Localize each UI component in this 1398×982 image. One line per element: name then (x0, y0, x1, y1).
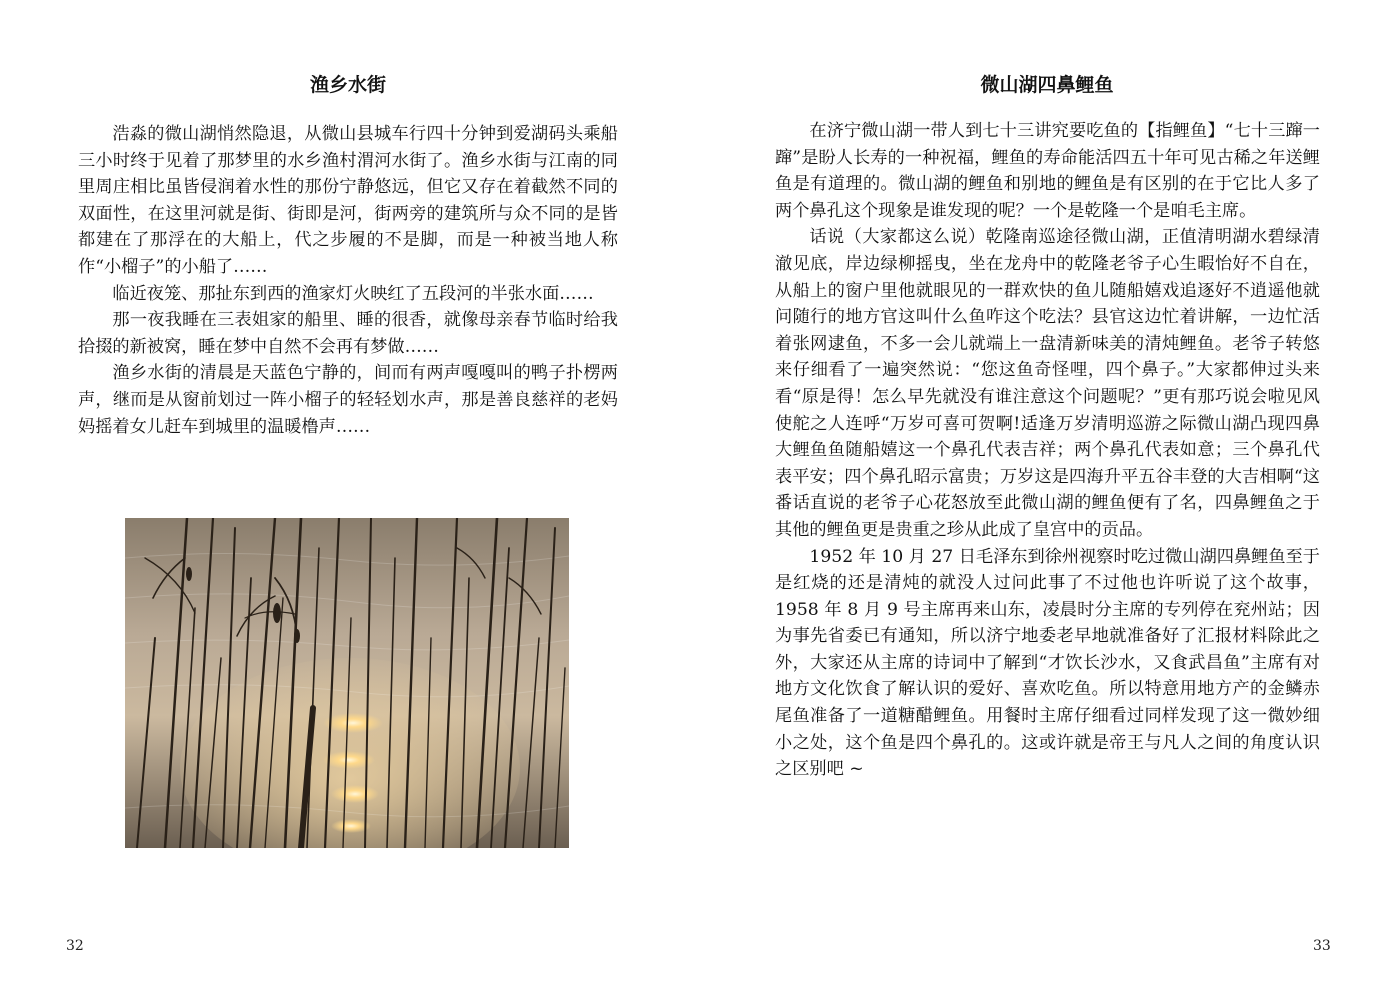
paragraph: 那一夜我睡在三表姐家的船里、睡的很香，就像母亲春节临时给我拾掇的新被窝，睡在梦中自然不会再有梦做…… (78, 310, 618, 357)
left-page-title: 渔乡水街 (309, 74, 386, 96)
paragraph: 话说（大家都这么说）乾隆南巡途径微山湖，正值清明湖水碧绿清澈见底，岸边绿柳摇曳，坐在龙舟中的乾隆老爷子心生暇怡好不自在，从船上的窗户里他就眼见的一群欢快的鱼儿随船嬉戏追逐好不逍遥他就问随行的地方官这叫什么鱼咋这个吃法？县官这边忙着讲解，一边忙活着张网逮鱼，不多一会儿就端上一盘清新味美的清炖鲤鱼。老爷子转悠来仔细看了一遍突然说：“您这鱼奇怪哩，四个鼻子。”大家都伸过头来看“原是得！怎么早先就没有谁注意这个问题呢？”更有那巧说会啦见风使舵之人连呼“万岁可喜可贺啊!适逢万岁清明巡游之际微山湖凸现四鼻大鲤鱼鱼随船嬉这一个鼻孔代表吉祥；两个鼻孔代表如意；三个鼻孔代表平安；四个鼻孔昭示富贵；万岁这是四海升平五谷丰登的大吉相啊“这番话直说的老爷子心花怒放至此微山湖的鲤鱼便有了名，四鼻鲤鱼之于其他的鲤鱼更是贵重之珍从此成了皇宫中的贡品。 (775, 227, 1320, 540)
paragraph: 1952 年 10 月 27 日毛泽东到徐州视察时吃过微山湖四鼻鲤鱼至于是红烧的还是清炖的就没人过问此事了不过他也许听说了这个故事，1958 年 8 月 9 号主席再来山东，凌晨时分主席的专列停在兖州站；因为事先省委已有通知，所以济宁地委老早地就准备好了汇报材料除此之外，大家还从主席的诗词中了解到“才饮长沙水，又食武昌鱼”主席有对地方文化饮食了解认识的爱好、喜欢吃鱼。所以特意用地方产的金鳞赤尾鱼准备了一道糖醋鲤鱼。用餐时主席仔细看过同样发现了这一微妙细小之处，这个鱼是四个鼻孔的。这或许就是帝王与凡人之间的角度认识之区别吧 ~ (775, 546, 1320, 780)
right-page (699, 0, 1398, 982)
paragraph: 临近夜笼、那扯东到西的渔家灯火映红了五段河的半张水面…… (112, 283, 594, 304)
paragraph: 在济宁微山湖一带人到七十三讲究要吃鱼的【指鲤鱼】“七十三蹿一蹿”是盼人长寿的一种祝福，鲤鱼的寿命能活四五十年可见古稀之年送鲤鱼是有道理的。微山湖的鲤鱼和别地的鲤鱼是有区别的在于它比人多了两个鼻孔这个现象是谁发现的呢？一个是乾隆一个是咱毛主席。 (775, 121, 1320, 221)
paragraph: 浩淼的微山湖悄然隐退，从微山县城车行四十分钟到爱湖码头乘船三小时终于见着了那梦里的水乡渔村渭河水街了。渔乡水街与江南的同里周庄相比虽皆侵润着水性的那份宁静悠远，但它又存在着截然不同的双面性，在这里河就是街、街即是河，街两旁的建筑所与众不同的是皆都建在了那浮在的大船上，代之步履的不是脚，而是一种被当地人称作“小榴子”的小船了…… (78, 124, 618, 277)
paragraph: 渔乡水街的清晨是天蓝色宁静的，间而有两声嘎嘎叫的鸭子扑楞两声，继而是从窗前划过一阵小榴子的轻轻划水声，那是善良慈祥的老妈妈摇着女儿赶车到城里的温暖橹声…… (78, 363, 618, 437)
sunset-reeds-photo (125, 518, 569, 848)
left-page-body (78, 121, 618, 440)
right-page-title: 微山湖四鼻鲤鱼 (980, 74, 1114, 96)
right-page-body (775, 118, 1320, 783)
page-number-left: 32 (66, 938, 84, 954)
page-number-right: 33 (1313, 938, 1331, 954)
